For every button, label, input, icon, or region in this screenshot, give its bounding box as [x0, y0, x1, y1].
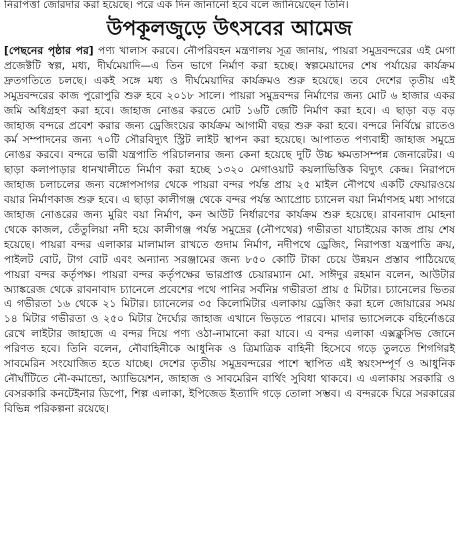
article-headline: উপকূলজুড়ে উৎসবের আমেজ	[106, 16, 353, 40]
continuation-label: [পেছনের পৃষ্ঠার পর]	[4, 45, 94, 57]
previous-article-fragment: নিরাপত্তা জোরদার করা হয়েছে। পরে এক দিন জানানো হবে বলে জানিয়েছেন তিনি।	[4, 0, 349, 11]
article-body-text: পণ্য খালাস করবে। নৌপরিবহন মন্ত্রণালয় সূত্র জানায়, পায়রা সমুদ্রবন্দরের এই মেগা প্রজেক্টটি স্বল্প, মধ্য, দীর্ঘমেয়াদি—এ তিন ভাগে নির্মাণ করা হচ্ছে। স্বল্পমেয়াদের শেষ পর্যায়ের কার্যক্রম দ্রুতগতিতে চলছে। একই সঙ্গে মধ্য ও দীর্ঘমেয়াদির কার্যক্রমও শুরু হয়েছে। তবে দেশের তৃতীয় এই সমুদ্রবন্দরের কাজ পুরোপুরি শুরু হবে ২০১৮ সালে। পায়রা সমুদ্রবন্দর নির্মাণের জন্য মোট ৬ হাজার একর জমি অধিগ্রহণ করা হবে। জাহাজ নোঙর করতে মোট ১৬টি জেটি নির্মাণ করা হবে। এ ছাড়া বড় বড় জাহাজ বন্দরে প্রবেশ করার জন্য ড্রেজিংয়ের কার্যক্রম আগামী বছর শুরু করা হবে। বন্দরে নির্বিঘ্নে রাতেও কর্ম সম্পাদনের জন্য ৭০টি সৌরবিদ্যুৎ স্ট্রিট লাইট স্থাপন করা হয়েছে। আপাতত পণ্যবাহী জাহাজ সমুদ্রে নোঙর করবে। বন্দরে ভারী যন্ত্রপাতি পরিচালনার জন্য কেনা হয়েছে দুটি উচ্চ ক্ষমতাসম্পন্ন জেনারেটর। এ ছাড়া কলাপাড়ার ধানখালীতে নির্মাণ করা হচ্ছে ১৩২০ মেগাওয়াট কয়লাভিত্তিক বিদ্যুৎ কেন্দ্র। নিরাপদে জাহাজ চলাচলের জন্য বঙ্গোপসাগর থেকে পায়রা বন্দর পর্যন্ত প্রায় ২৫ মাইল নৌপথে একটি ফেয়ারওয়ে বয়ার নির্মাণকাজ শুরু হবে। এ ছাড়া কালীগঞ্জ থেকে বন্দর পর্যন্ত অ্যাপ্রোচ চ্যানেল বয়া নির্মাণসহ মধ্য সাগরে জাহাজ নোঙরের জন্য মুরিং বয়া নির্মাণ, কন আউট নির্ধারণের কার্যক্রম শুরু হয়েছে। রাবনাবাদ মোহনা থেকে কাজল, তেঁতুলিয়া নদী হয়ে কালীগঞ্জ পর্যন্ত সমুদ্রের (নৌপথের) গভীরতা যাচাইয়ের কাজ প্রায় শেষ হয়েছে। পায়রা বন্দর এলাকার মালামাল রাখতে গুদাম নির্মাণ, নদীপথে ড্রেজিং, নিরাপত্তা যন্ত্রপাতি ক্রয়, পাইলট বোট, টাগ বোট এবং অন্যান্য সরঞ্জামের জন্য ৮৫০ কোটি টাকা চেয়ে উন্নয়ন প্রস্তাব পাঠিয়েছে পায়রা বন্দর কর্তৃপক্ষ। পায়রা বন্দর কর্তৃপক্ষের ভারপ্রাপ্ত চেয়ারম্যান মো. সাঈদুর রহমান বলেন, আউটার অ্যাঙ্করেজ থেকে রাবনাবাদ চ্যানেলে প্রবেশের পথে পানির সর্বনিম্ন গভীরতা প্রায় ৫ মিটার। চ্যানেলের ভিতর এ গভীরতা ১৬ থেকে ২১ মিটার। চ্যানেলের ৩৫ কিলোমিটার এলাকায় ড্রেজিং করা হলে জোয়ারের সময় ১৪ মিটার গভীরতা ও ২৫০ মিটার দৈর্ঘ্যের জাহাজ এখানে ভিড়তে পারবে। মাদার ভ্যাসেলকে বহির্নোঙরে রেখে লাইটার জাহাজে এ বন্দর দিয়ে পণ্য ওঠা-নামানো করা যাবে। এ বন্দর এলাকা এক্সক্লুসিভ জোনে পরিণত হবে। তিনি বলেন, নৌবাহিনীকে আধুনিক ও ত্রিমাত্রিক বাহিনী হিসেবে গড়ে তুলতে শিগগিরই সাবমেরিন সংযোজিত হতে যাচ্ছে। দেশের তৃতীয় সমুদ্রবন্দরের পাশে স্থাপিত এই স্বয়ংসম্পূর্ণ ও আধুনিক নৌঘাঁটিতে নৌ-কমান্ডো, অ্যাভিয়েশন, জাহাজ ও সাবমেরিন বার্থিং সুবিধা থাকবে। এ এলাকায় সরকারি ও বেসরকারি কনটেইনার ডিপো, শিল্প এলাকা, ইপিজেড ইত্যাদি গড়ে তোলা সম্ভব। এ বন্দরকে ঘিরে সরকারের বিভিন্ন পরিকল্পনা রয়েছে।	[4, 45, 456, 415]
article-body	[4, 44, 455, 417]
